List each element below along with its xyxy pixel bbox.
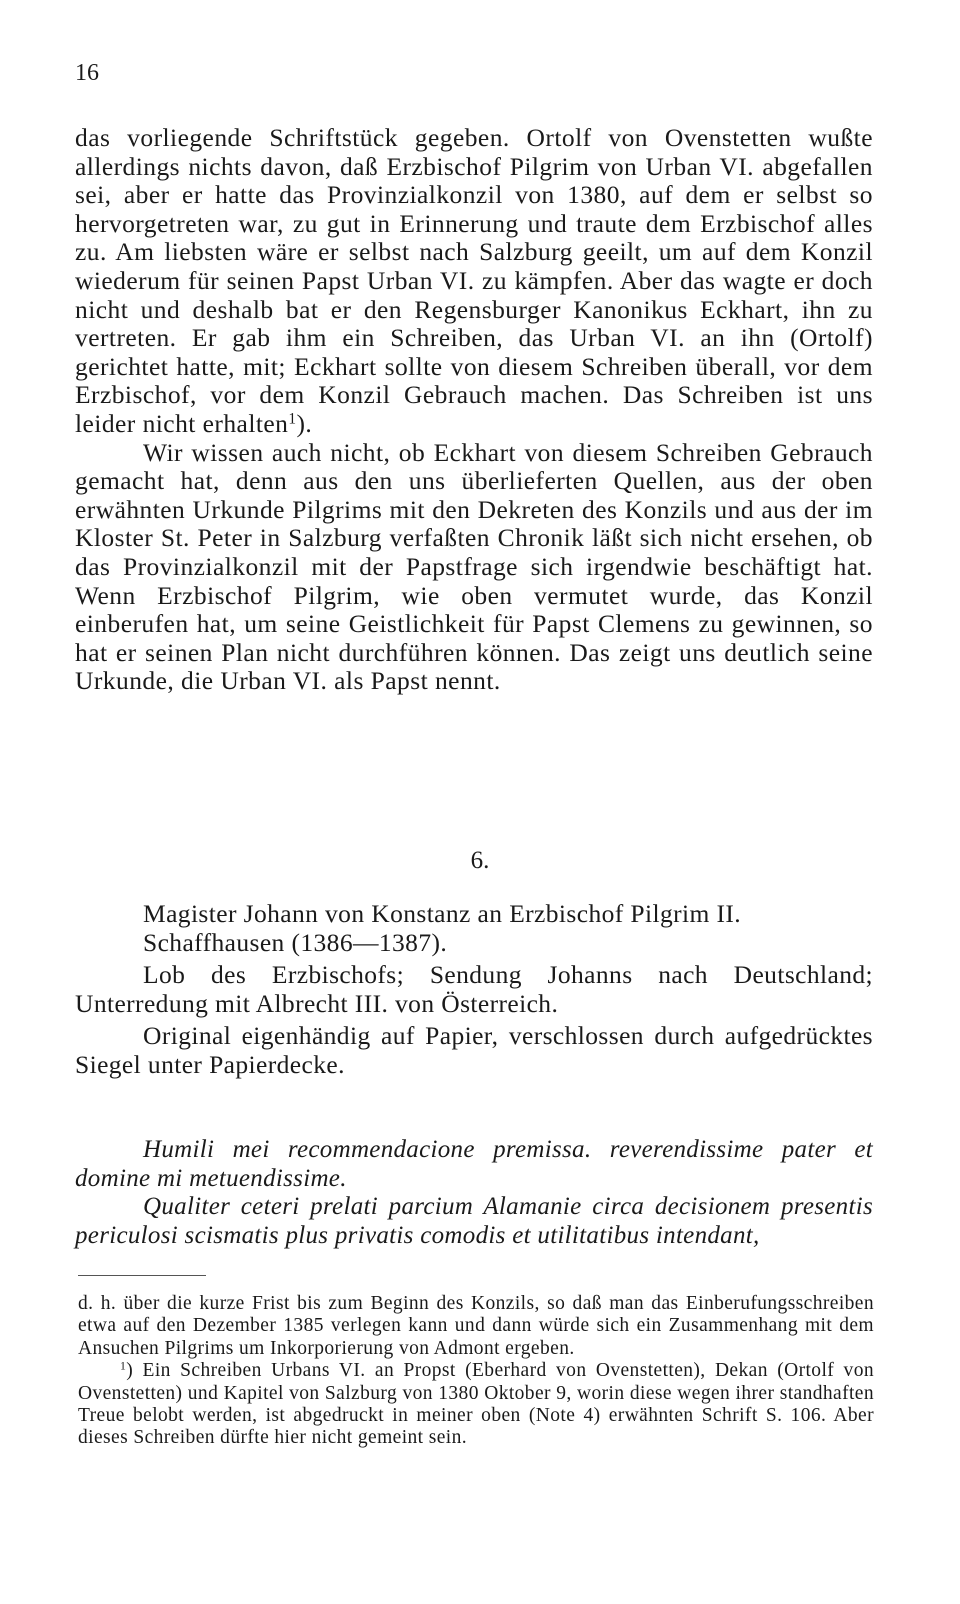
- paragraph: Wir wissen auch nicht, ob Eckhart von diesem Schreiben Gebrauch gemacht hat, denn aus den uns überlieferten Quellen, aus der oben erwähnten Urkunde Pilgrims mit den Dekreten des Konzils und aus der im Kloster St. Peter in Salzburg verfaßten Chronik läßt sich nicht ersehen, ob das Provinzialkonzil mit der Papstfrage sich irgendwie beschäftigt hat. Wenn Erzbischof Pilgrim, wie oben vermutet wurde, das Konzil einberufen hat, um seine Geistlichkeit für Papst Clemens zu gewinnen, so hat er seinen Plan nicht durchführen können. Das zeigt uns deutlich seine Urkunde, die Urban VI. als Papst nennt.: [75, 437, 873, 696]
- footnote-marker: 1: [120, 1359, 127, 1373]
- document-heading: [75, 900, 873, 1080]
- main-text: [75, 124, 873, 696]
- paragraph-end: ).: [296, 408, 313, 438]
- footnotes: [78, 1293, 874, 1450]
- latin-text: [75, 1136, 873, 1250]
- paragraph-text: das vorliegende Schriftstück gegeben. Ortolf von Ovenstetten wußte allerdings nichts davon, daß Erzbischof Pilgrim von Urban VI. abgefallen sei, aber er hatte das Provinzialkonzil von 1380, auf dem er selbst so hervorgetreten war, zu gut in Erinnerung und traute dem Erzbischof alles zu. Am liebsten wäre er selbst nach Salzburg geeilt, um auf dem Konzil wiederum für seinen Papst Urban VI. zu kämpfen. Aber das wagte er doch nicht und deshalb bat er den Regensburger Kanonikus Eckhart, ihn zu vertreten. Er gab ihm ein Schreiben, das Urban VI. an ihn (Ortolf) gerichtet hatte, mit; Eckhart sollte von diesem Schreiben überall, vor dem Erzbischof, vor dem Konzil Gebrauch machen. Das Schreiben ist uns leider nicht erhalten: [75, 123, 873, 438]
- summary: Lob des Erzbischofs; Sendung Johanns nach Deutschland; Unterredung mit Albrecht III. von Österreich.: [75, 960, 873, 1018]
- paragraph: [75, 124, 873, 439]
- footnote-divider: [78, 1275, 206, 1276]
- document-title: Magister Johann von Konstanz an Erzbischof Pilgrim II.: [143, 899, 742, 928]
- source-note: Original eigenhändig auf Papier, verschlossen durch aufgedrücktes Siegel unter Papierdecke.: [75, 1021, 873, 1079]
- footnote-1: [78, 1360, 874, 1450]
- page-number: 16: [75, 60, 99, 86]
- footnote-reference: 1: [288, 410, 297, 428]
- latin-paragraph: Qualiter ceteri prelati parcium Alamanie circa decisionem presentis periculosi scismatis plus privatis comodis et utilitatibus intendant,: [75, 1193, 873, 1249]
- footnote-text: ) Ein Schreiben Urbans VI. an Propst (Eberhard von Ovenstetten), Dekan (Ortolf von Ovenstetten) und Kapitel von Salzburg von 1380 Oktober 9, worin diese wegen ihrer standhaften Treue belobt werden, ist abgedruckt in meiner oben (Note 4) erwähnten Schrift S. 106. Aber dieses Schreiben dürfte hier nicht gemeint sein.: [78, 1360, 874, 1449]
- latin-paragraph: Humili mei recommendacione premissa. reverendissime pater et domine mi metuendissime.: [75, 1136, 873, 1192]
- footnote-continuation: d. h. über die kurze Frist bis zum Beginn des Konzils, so daß man das Einberufungsschreiben etwa auf den Dezember 1385 verlegen kann und dann würde sich ein Zusammenhang mit dem Ansuchen Pilgrims um Inkorporierung von Admont ergeben.: [78, 1293, 874, 1359]
- place-date: Schaffhausen (1386—1387).: [143, 927, 448, 957]
- section-number: 6.: [470, 847, 490, 874]
